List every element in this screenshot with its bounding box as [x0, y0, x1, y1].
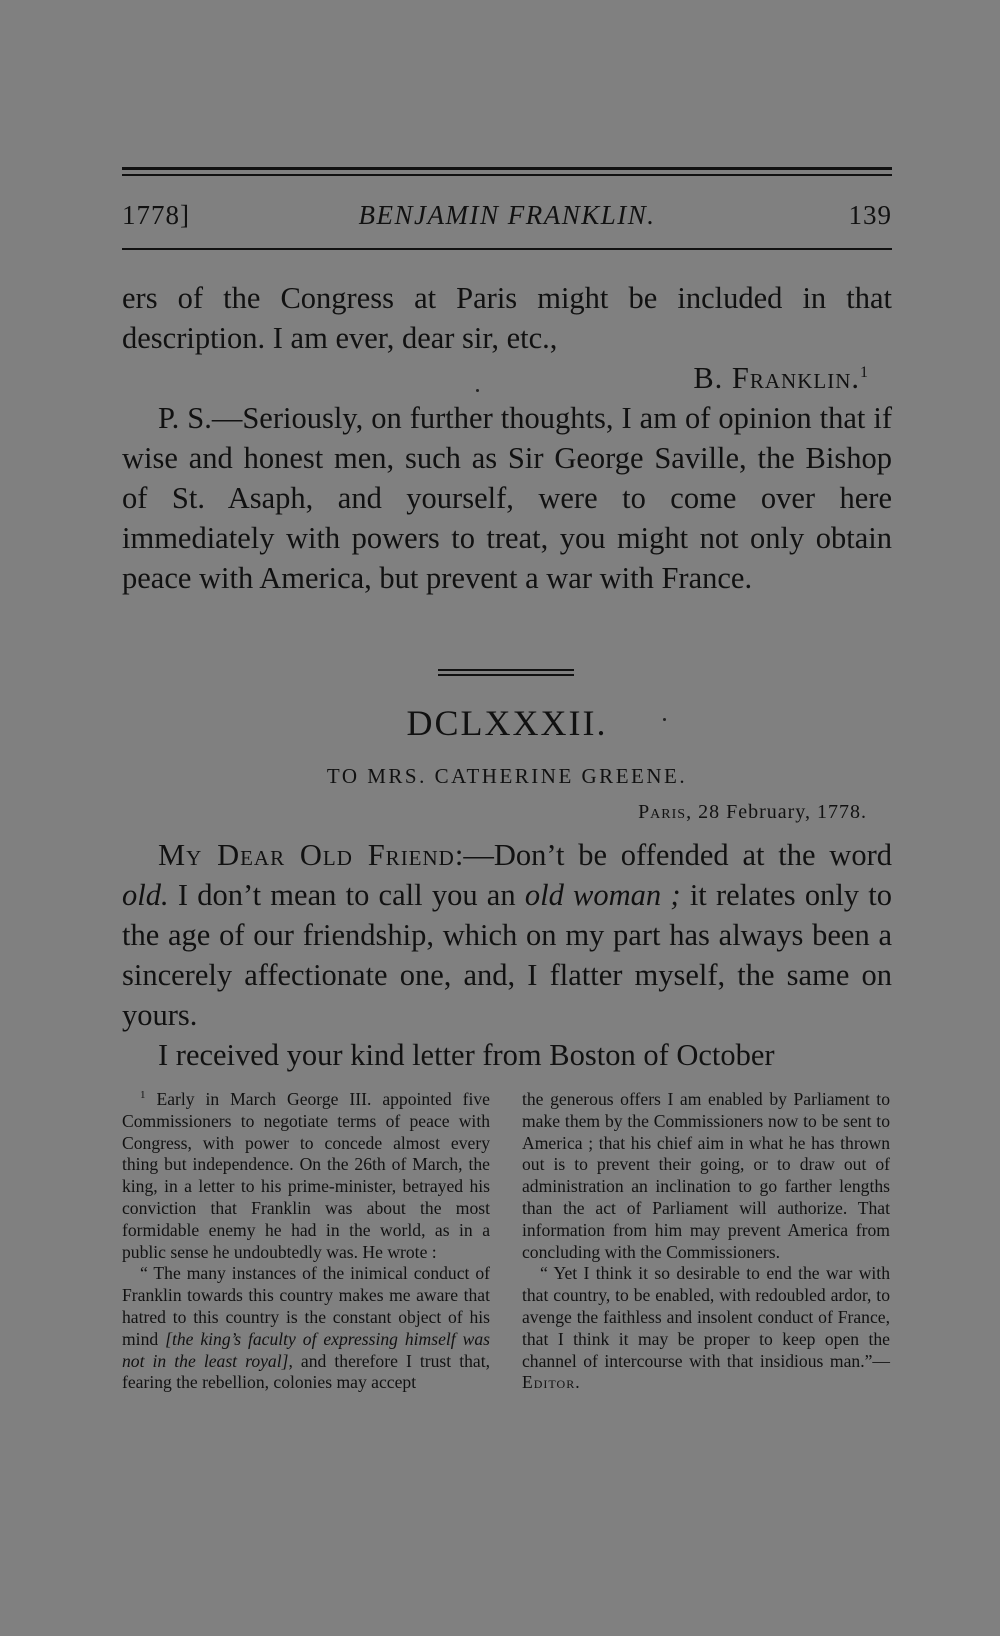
letter-1-signature: B. Franklin. — [693, 361, 860, 395]
editor-credit: Editor. — [522, 1372, 581, 1393]
emphasis-old-woman: old woman ; — [524, 878, 681, 912]
header-rule — [122, 248, 892, 250]
footnote-italic-aside: [the king’s faculty of expressing himself was not in the least royal] — [122, 1328, 490, 1371]
letter-dateline — [122, 801, 867, 824]
letter-2-text: I don’t mean to call you an — [168, 878, 525, 912]
section-divider — [438, 669, 574, 677]
dateline-date: 28 February, 1778. — [698, 801, 867, 823]
footnote-text: Early in March George III. appointed five Commissioners to negotiate terms of peace with Congress, with power to concede almost every thing but independence. On the 26th of March, the king, in a letter to his prime-minister, betrayed his conviction that Franklin was about the most formidable enemy he had in the world, as in a public sense he undoubtedly was. He wrote : — [122, 1089, 490, 1262]
letter-1-postscript: P. S.—Seriously, on further thoughts, I am of opinion that if wise and honest men, such as Sir George Saville, the Bishop of St. Asaph, and yourself, were to come over here immediately with powers to treat, you might not only obtain peace with America, but prevent a war with France. — [122, 401, 892, 595]
footnote-reference: 1 — [860, 363, 868, 381]
footnote-paragraph-1 — [122, 1089, 490, 1263]
running-head-title: BENJAMIN FRANKLIN. — [358, 200, 656, 230]
running-head — [122, 200, 892, 240]
letter-2-paragraph-2: I received your kind letter from Boston of October — [158, 1038, 775, 1072]
footnote-text: “ Yet I think it so desirable to end the war with that country, to be enabled, with redoubled ardor, to avenge the faithless and insolent conduct of France, that I think it may be proper to keep open the channel of intercourse with that insidious man.”— — [522, 1263, 890, 1371]
footnote-mark: 1 — [140, 1089, 146, 1102]
letter-1-continuation: ers of the Congress at Paris might be included in that description. I am ever, dear sir, etc., — [122, 281, 892, 355]
print-speck — [663, 718, 666, 721]
footnote-text: “ The many instances of the inimical conduct of Franklin towards this country makes me aware that hatred to this country is the constant object of his mind — [122, 1263, 490, 1349]
top-double-rule — [122, 167, 892, 170]
emphasis-old: old. — [122, 878, 169, 912]
letter-recipient: TO MRS. CATHERINE GREENE. — [326, 764, 688, 788]
footnote-right-column — [522, 1089, 890, 1394]
print-speck — [476, 389, 479, 392]
running-head-year: 1778] — [122, 200, 190, 230]
dateline-place: Paris, — [638, 801, 693, 823]
page-number: 139 — [848, 200, 892, 230]
letter-number-heading: DCLXXXII. — [406, 703, 608, 743]
top-double-rule-thin — [122, 174, 892, 176]
footnote-text: , and therefore I trust that, fearing the rebellion, colonies may accept — [122, 1350, 490, 1393]
footnote-paragraph-4 — [522, 1263, 890, 1394]
letter-2-paragraph-1 — [122, 835, 892, 1035]
letter-2-text: it relates only to the age of our friendship, which on my part has always been a sincerely affectionate one, and, I flatter myself, the same on yours. — [122, 878, 893, 1032]
letter-1-body — [122, 278, 892, 598]
letter-2-body — [122, 835, 892, 1075]
salutation: My Dear Old Friend — [158, 838, 455, 872]
footnote-left-column — [122, 1089, 490, 1394]
footnote-paragraph-3: the generous offers I am enabled by Parliament to make them by the Commissioners now to be sent to America ; that his chief aim in what he has thrown out is to prevent their going, or to draw out of administration an inclination to go farther lengths than the act of Parliament will authorize. That information from him may prevent America from concluding with the Commissioners. — [522, 1089, 890, 1262]
letter-1-signature-line — [122, 358, 892, 398]
letter-2-text: :—Don’t be offended at the word — [454, 838, 892, 872]
footnote-paragraph-2 — [122, 1263, 490, 1394]
